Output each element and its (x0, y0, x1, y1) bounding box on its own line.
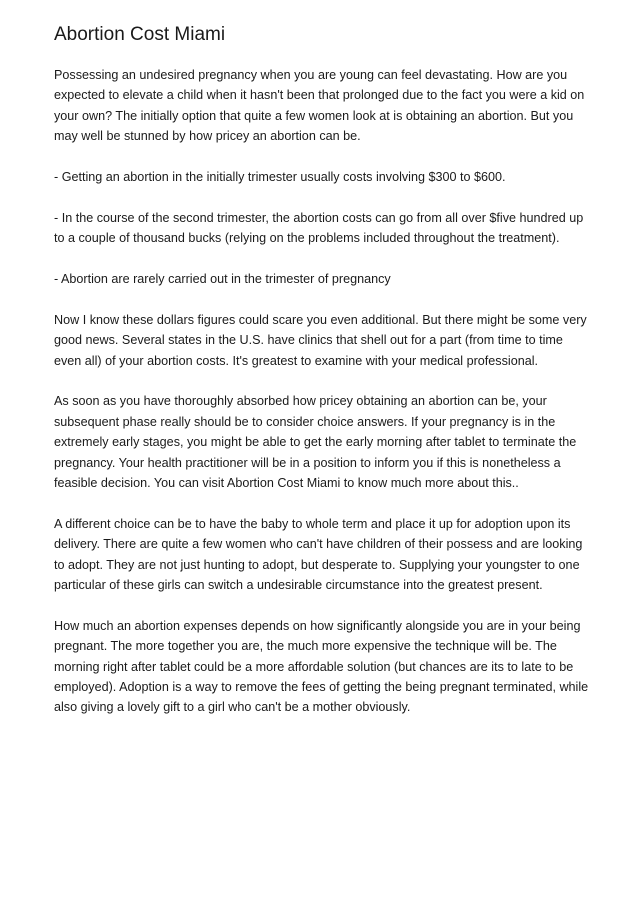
paragraph-intro: Possessing an undesired pregnancy when you are young can feel devastating. How are you expected to elevate a child when it hasn't been that prolonged due to the fact you were a kid on your own? The initially option that quite a few women look at is obtaining an abortion. But you may well be stunned by how pricey an abortion can be. (54, 68, 585, 144)
paragraph-clinics: Now I know these dollars figures could scare you even additional. But there might be some very good news. Several states in the U.S. have clinics that shell out for a part (from time to time even all) of your abortion costs. It's greatest to examine with your medical professional. (54, 312, 587, 368)
paragraph-conclusion: How much an abortion expenses depends on how significantly alongside you are in your being pregnant. The more together you are, the much more expensive the technique will be. The morning right after tablet could be a more affordable solution (but chances are its to late to be employed). Adoption is a way to remove the fees of getting the being pregnant terminated, while also giving a lovely gift to a girl who can't be a mother obviously. (54, 618, 589, 715)
paragraph-alternatives: As soon as you have thoroughly absorbed how pricey obtaining an abortion can be, your subsequent phase really should be to consider choice answers. If your pregnancy is in the extremely early stages, you might be able to get the early morning after tablet to terminate the pregnancy. Your health practitioner will be in a position to inform you if this is nonetheless a feasible decision. You can visit Abortion Cost Miami to know much more about this.. (54, 394, 577, 491)
document-title: Abortion Cost Miami (54, 24, 226, 45)
paragraph-adoption: A different choice can be to have the baby to whole term and place it up for adoption upon its delivery. There are quite a few women who can't have children of their possess and are looking to adopt. They are not just hunting to adopt, but desperate to. Supplying your youngster to one particular of these girls can switch a undesirable circumstance into the greatest present. (54, 516, 583, 593)
paragraph-second-trimester: - In the course of the second trimester, the abortion costs can go from all over $five hundred up to a couple of thousand bucks (relying on the problems included throughout the treatment). (54, 210, 584, 246)
paragraph-third-trimester: - Abortion are rarely carried out in the trimester of pregnancy (54, 272, 391, 287)
paragraph-first-trimester: - Getting an abortion in the initially trimester usually costs involving $300 to $600. (54, 170, 506, 185)
document-page (54, 22, 590, 738)
